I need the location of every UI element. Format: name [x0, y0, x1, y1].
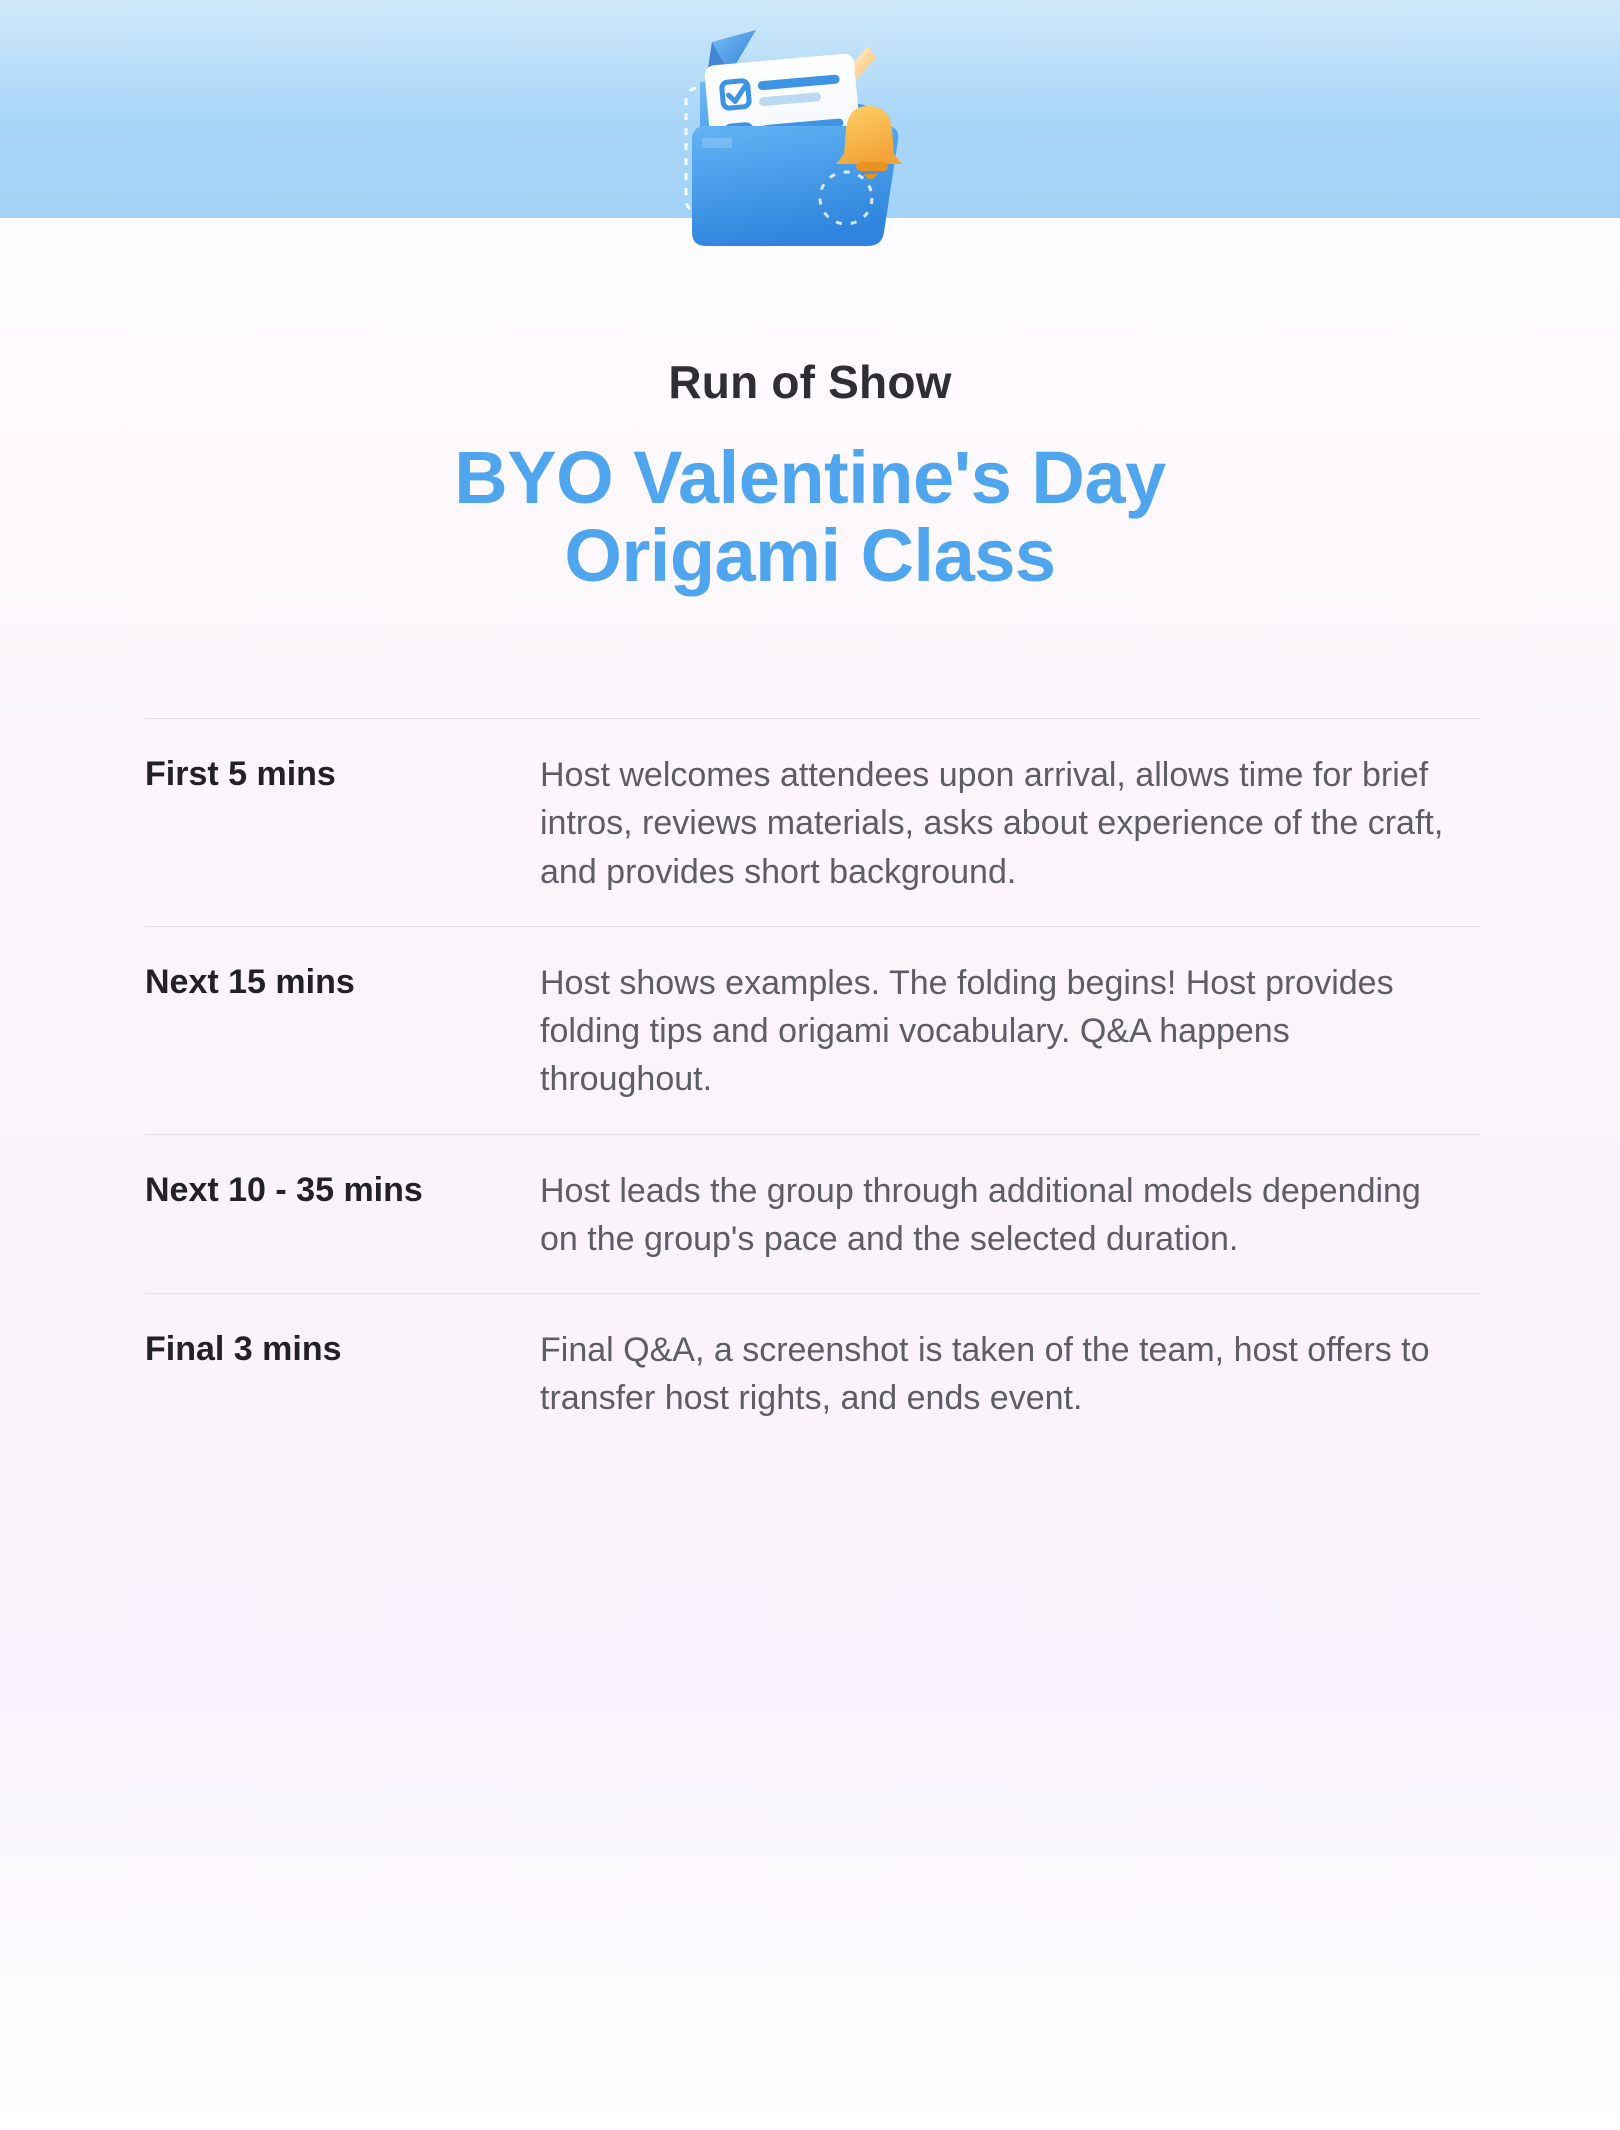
table-row — [145, 1293, 1480, 1453]
schedule-row-label: First 5 mins — [145, 755, 336, 793]
schedule-row-description: Final Q&A, a screenshot is taken of the team, host offers to transfer host rights, and ends event. — [540, 1331, 1430, 1418]
clipboard-checklist-icon — [650, 22, 970, 342]
schedule-row-label: Next 10 - 35 mins — [145, 1170, 423, 1209]
schedule-row-label: Next 15 mins — [145, 962, 355, 1001]
table-row — [145, 1134, 1480, 1294]
schedule-row-description: Host leads the group through additional models depending on the group's pace and the selected duration. — [540, 1171, 1421, 1258]
eyebrow-label: Run of Show — [668, 356, 952, 408]
page-heading — [0, 355, 1620, 596]
schedule-row-label: Final 3 mins — [145, 1330, 342, 1369]
page-title-line-2: Origami Class — [564, 514, 1056, 598]
table-row — [145, 926, 1480, 1134]
table-row — [145, 718, 1480, 926]
schedule-row-description: Host welcomes attendees upon arrival, allows time for brief intros, reviews materials, asks about experience of the craft, and provides short background. — [540, 756, 1444, 891]
page-title — [0, 436, 1620, 598]
schedule-row-description: Host shows examples. The folding begins! Host provides folding tips and origami vocabulary. Q&A happens throughout. — [540, 963, 1394, 1099]
page-title-line-1: BYO Valentine's Day — [454, 436, 1166, 519]
schedule-table — [145, 718, 1480, 1453]
